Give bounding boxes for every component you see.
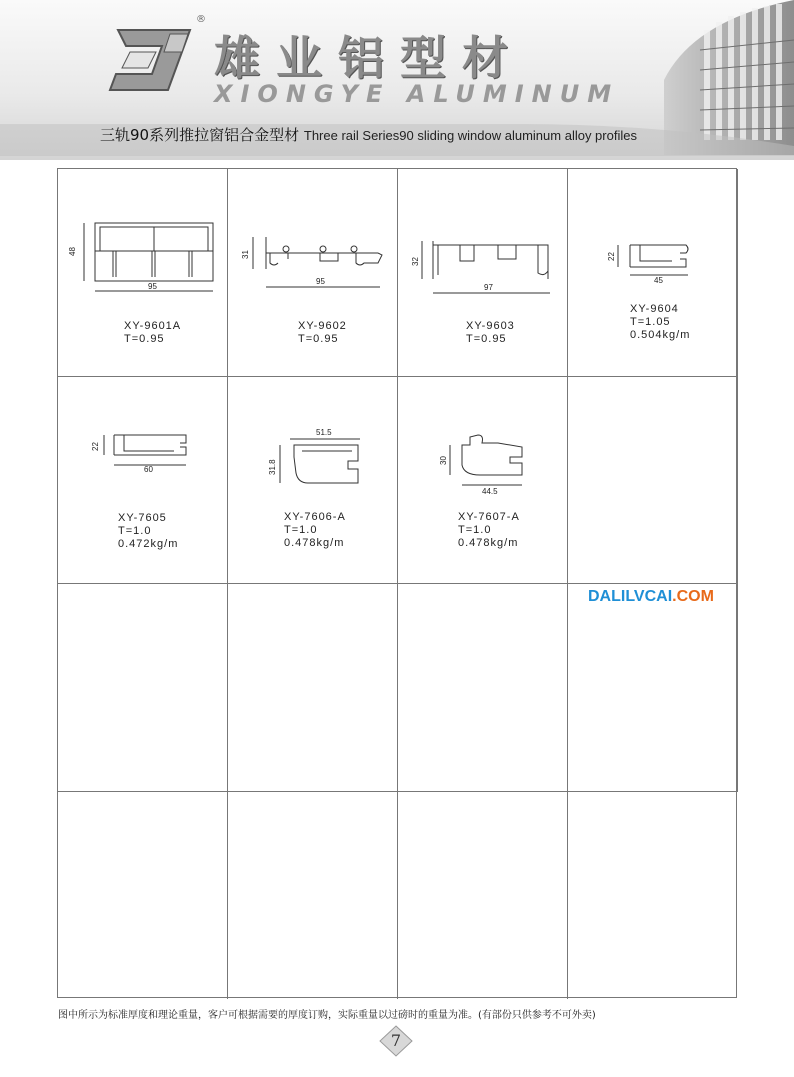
profile-specs [630, 303, 690, 342]
profile-thickness: T=1.0 [284, 523, 318, 536]
profile-weight: 0.504kg/m [630, 329, 691, 341]
profile-specs [466, 320, 515, 346]
empty-cell [58, 792, 228, 1000]
dimension-labels [58, 377, 228, 584]
profile-model: XY-9603 [466, 320, 515, 332]
empty-cell [228, 792, 398, 1000]
title-en: Three rail Series90 sliding window aluminum alloy profiles [303, 128, 637, 143]
profile-model: XY-7606-A [284, 510, 346, 523]
profile-cell [228, 377, 398, 585]
dim-width: 44.5 [482, 486, 498, 496]
brand-name-en: XIONGYE ALUMINUM [214, 80, 620, 108]
profile-cell [228, 169, 398, 377]
dimension-labels [228, 377, 398, 584]
dim-height: 22 [607, 252, 616, 261]
profile-cell [398, 169, 568, 377]
profile-specs [124, 320, 181, 346]
profile-thickness: T=0.95 [466, 333, 507, 345]
profile-model: XY-7605 [118, 511, 167, 524]
dim-height: 31.8 [268, 458, 277, 475]
profile-specs [284, 511, 346, 550]
page-header [0, 0, 794, 160]
profile-cell [58, 169, 228, 377]
dim-width: 51.5 [316, 427, 332, 437]
profile-thickness: T=1.05 [630, 316, 671, 328]
profile-weight: 0.472kg/m [118, 537, 179, 550]
watermark-part1: DALILVCAI [588, 588, 673, 605]
profile-specs [458, 511, 520, 550]
profile-grid [57, 168, 737, 998]
watermark [588, 588, 714, 606]
profile-cell [398, 377, 568, 585]
profile-cell [568, 169, 738, 377]
empty-cell [228, 584, 398, 792]
profile-thickness: T=1.0 [458, 523, 492, 536]
footer-note: 图中所示为标准厚度和理论重量，客户可根据需要的厚度订购，实际重量以过磅时的重量为准。(有部份只供参考不可外卖) [58, 1010, 596, 1021]
profile-specs [118, 512, 178, 551]
profile-model: XY-9604 [630, 303, 679, 315]
dim-width: 97 [484, 283, 493, 292]
empty-cell [568, 584, 738, 792]
dim-height: 32 [411, 257, 420, 266]
page-number: 7 [390, 1031, 402, 1050]
dim-height: 30 [439, 455, 448, 465]
dim-height: 31 [241, 250, 250, 259]
profile-thickness: T=0.95 [124, 333, 165, 345]
empty-cell [568, 377, 738, 585]
profile-weight: 0.478kg/m [284, 536, 345, 549]
title-cn: 三轨90系列推拉窗铝合金型材 [100, 126, 300, 144]
dim-width: 95 [148, 282, 157, 291]
dimension-labels [398, 377, 568, 584]
profile-thickness: T=0.95 [298, 333, 339, 345]
dim-height: 48 [68, 247, 77, 256]
profile-cell [58, 377, 228, 585]
brand-logo [108, 24, 194, 96]
dim-width: 45 [654, 276, 663, 285]
empty-cell [398, 584, 568, 792]
profile-model: XY-9601A [124, 320, 182, 332]
registered-mark: ® [196, 14, 206, 25]
profile-model: XY-9602 [298, 320, 347, 332]
page-title [100, 124, 637, 145]
dim-width: 95 [316, 277, 325, 286]
watermark-part2: .COM [672, 588, 714, 605]
profile-weight: 0.478kg/m [458, 536, 519, 549]
dimension-labels [568, 169, 738, 376]
brand-name-cn: 雄业铝型材 [214, 31, 524, 85]
empty-cell [58, 584, 228, 792]
profile-specs [298, 320, 347, 346]
dim-height: 22 [91, 441, 100, 451]
empty-cell [398, 792, 568, 1000]
profile-model: XY-7607-A [458, 510, 520, 523]
dim-width: 60 [144, 464, 153, 474]
profile-thickness: T=1.0 [118, 524, 152, 537]
empty-cell [568, 792, 738, 1000]
